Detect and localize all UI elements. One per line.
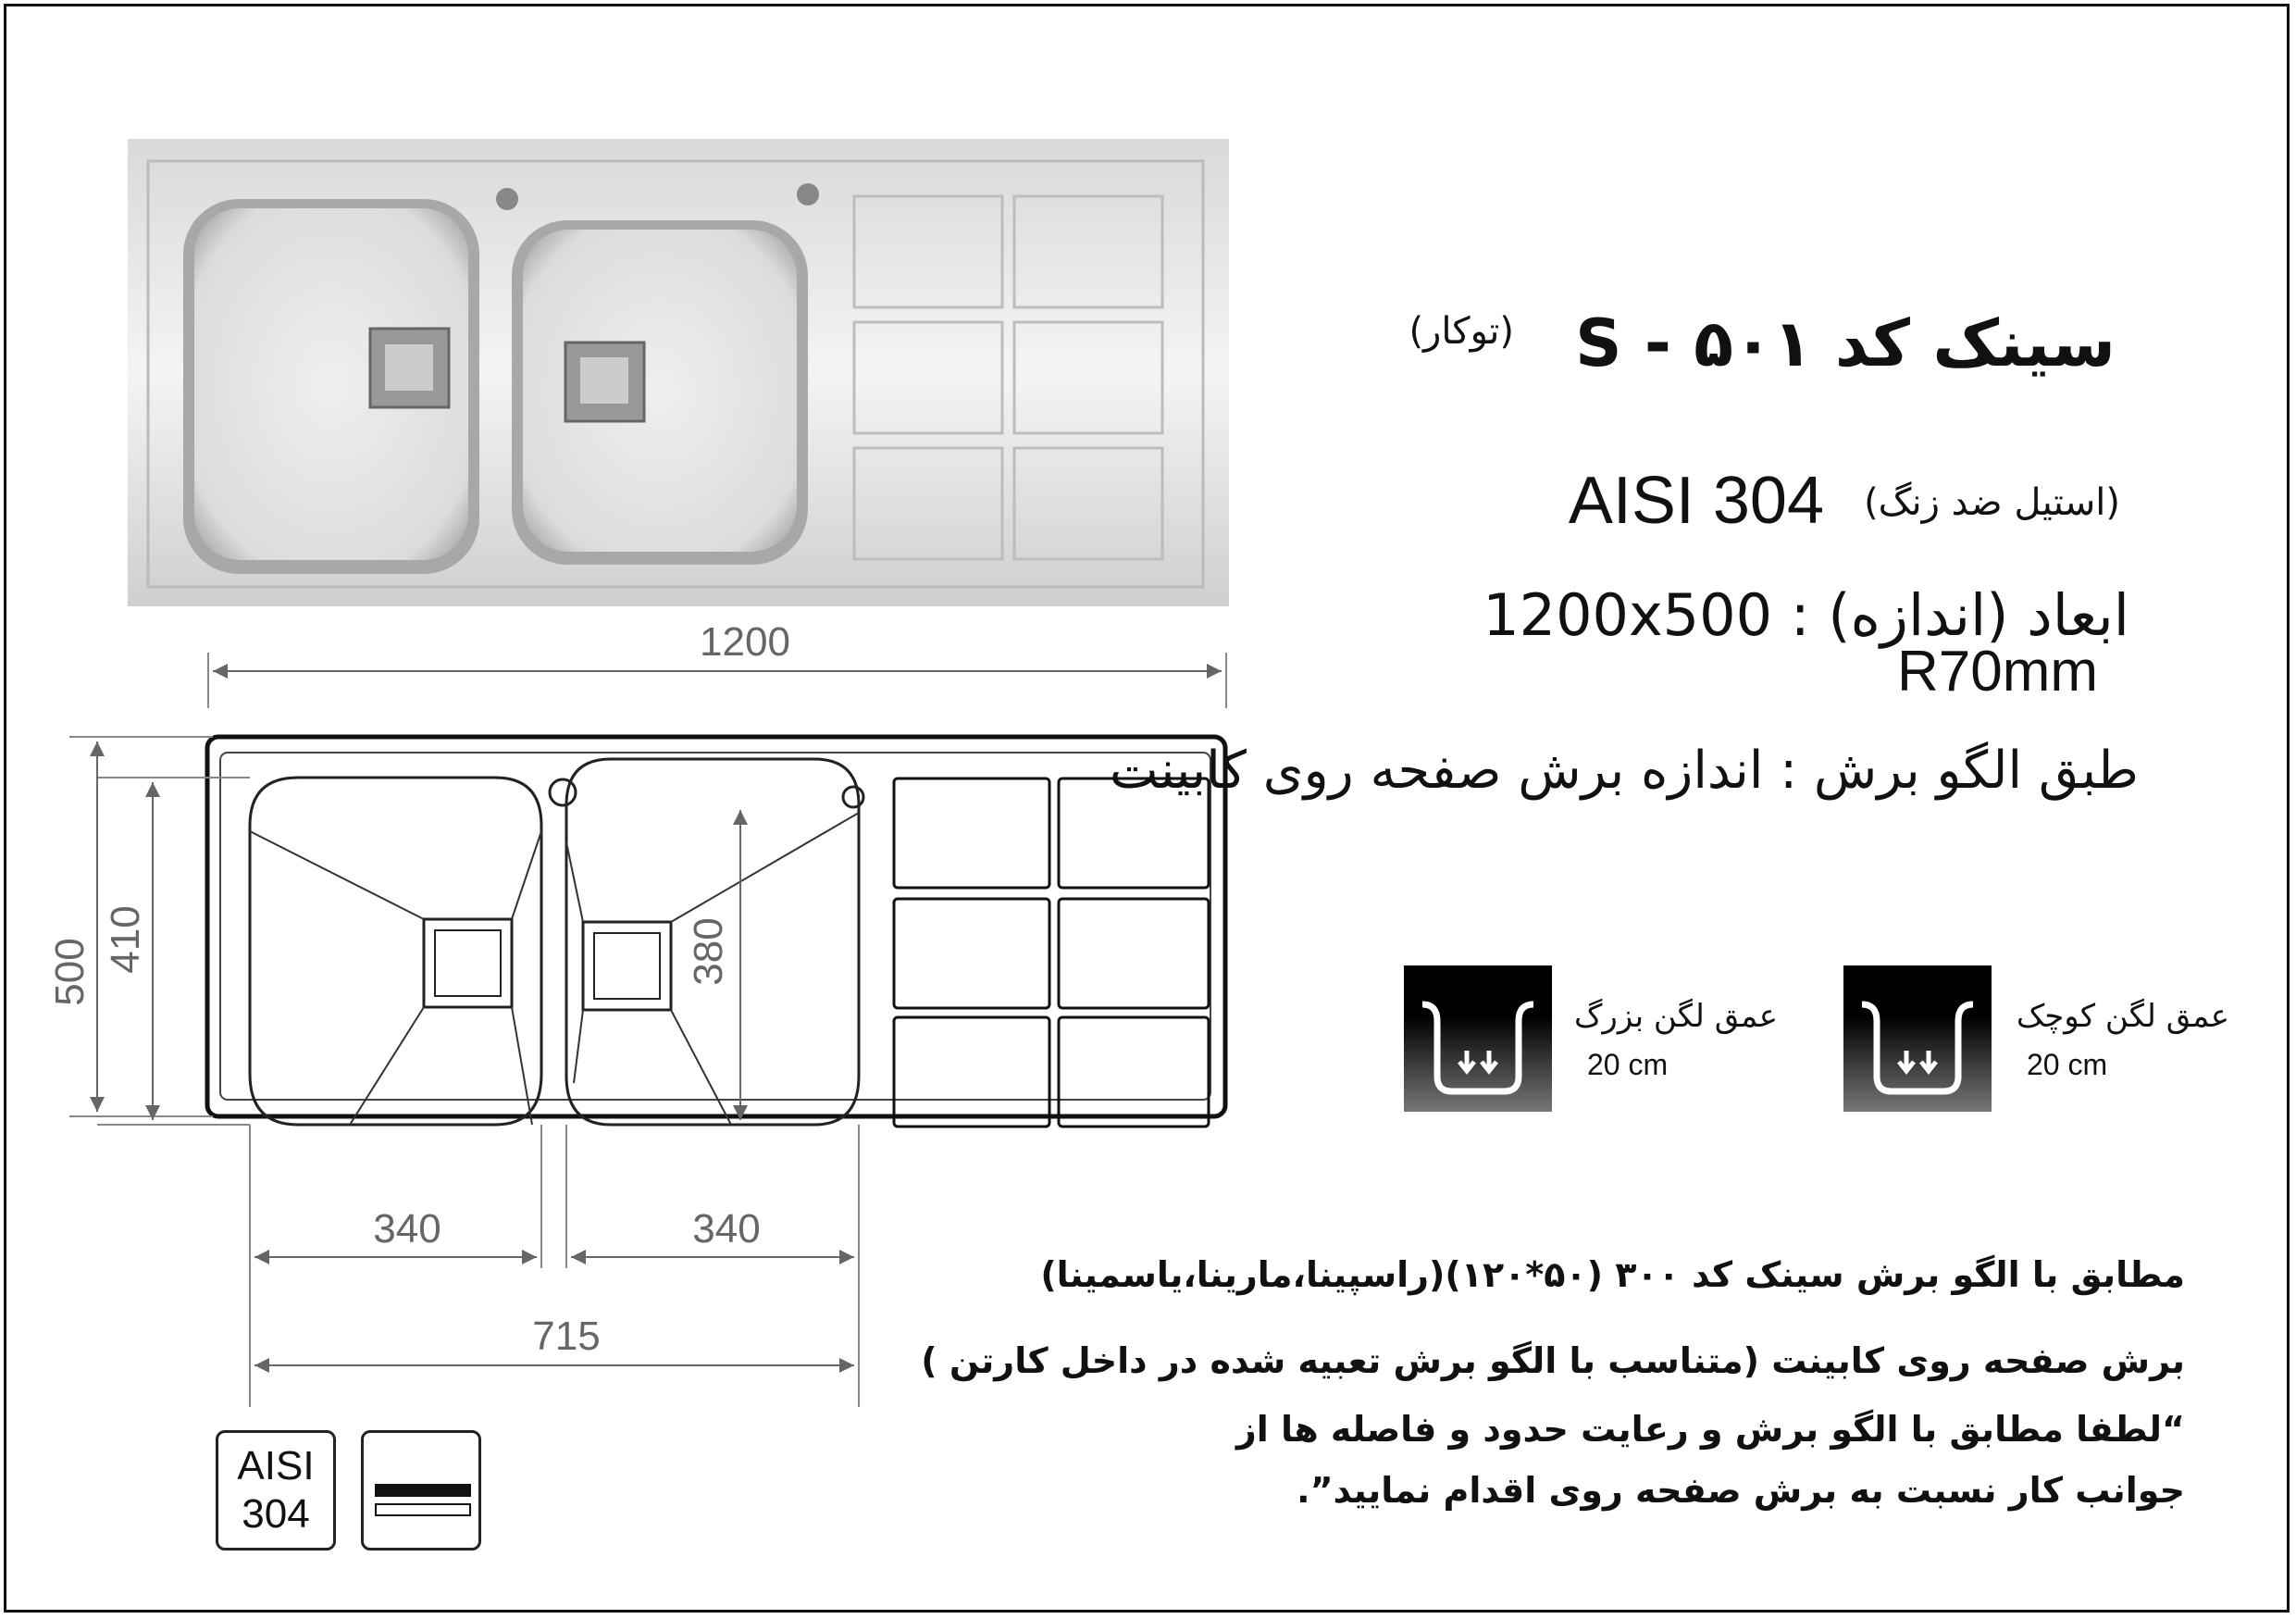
thickness-bar-icon <box>375 1484 471 1497</box>
dim-right-bowl-width: 340 <box>692 1206 761 1252</box>
dim-inner-height: 410 <box>103 905 148 974</box>
depth-label-large: عمق لگن بزرگ <box>1573 998 1778 1035</box>
bowl-depth-icon-small <box>1843 965 1992 1112</box>
material-code: AISI 304 <box>1568 464 1824 538</box>
depth-value-large: 20 cm <box>1587 1048 1669 1081</box>
corner-radius: R70mm <box>1897 640 2099 704</box>
dim-left-bowl-width: 340 <box>373 1206 441 1252</box>
technical-drawing <box>0 602 1249 1435</box>
sink-photo <box>128 139 1229 606</box>
aisi-badge <box>216 1430 336 1551</box>
bowl-depth-icon-large <box>1404 965 1552 1112</box>
thickness-badge <box>361 1430 481 1551</box>
dim-small-bowl-height: 380 <box>686 917 731 986</box>
aisi-badge-line2: 304 <box>242 1491 310 1537</box>
note-cut-countertop: برش صفحه روی کابینت (متناسب با الگو برش تعبیه شده در داخل کارتن ) <box>921 1340 2185 1381</box>
dim-overall-height: 500 <box>47 938 93 1006</box>
product-title: سینک کد S - ۵۰۱ <box>1575 305 2116 381</box>
basin-depth-icon <box>1404 965 1552 1112</box>
note-please-follow: “لطفا مطابق با الگو برش و رعایت حدود و فاصله ها از <box>1235 1409 2185 1450</box>
note-compatible-template: مطابق با الگو برش سینک کد ۳۰۰ (۵۰*۱۲۰)(راسپینا،مارینا،یاسمینا) <box>1040 1254 2185 1295</box>
dim-bowls-total: 715 <box>532 1314 601 1359</box>
mount-type: (توکار) <box>1409 310 1514 353</box>
thickness-outline-icon <box>375 1503 471 1516</box>
note-proceed-cutting: جوانب کار نسبت به برش صفحه روی اقدام نمایید”. <box>1297 1470 2185 1511</box>
depth-label-small: عمق لگن کوچک <box>2016 998 2229 1035</box>
material-name: (استیل ضد زنگ) <box>1864 481 2120 524</box>
dim-overall-width: 1200 <box>700 619 790 665</box>
basin-depth-icon <box>1843 965 1992 1112</box>
cut-template-line: طبق الگو برش : اندازه برش صفحه روی کابینت <box>1109 741 2139 801</box>
dimensions-line: ابعاد (اندازه) : 1200x500 <box>1483 581 2129 649</box>
depth-value-small: 20 cm <box>2027 1048 2108 1081</box>
aisi-badge-line1: AISI <box>237 1443 315 1488</box>
